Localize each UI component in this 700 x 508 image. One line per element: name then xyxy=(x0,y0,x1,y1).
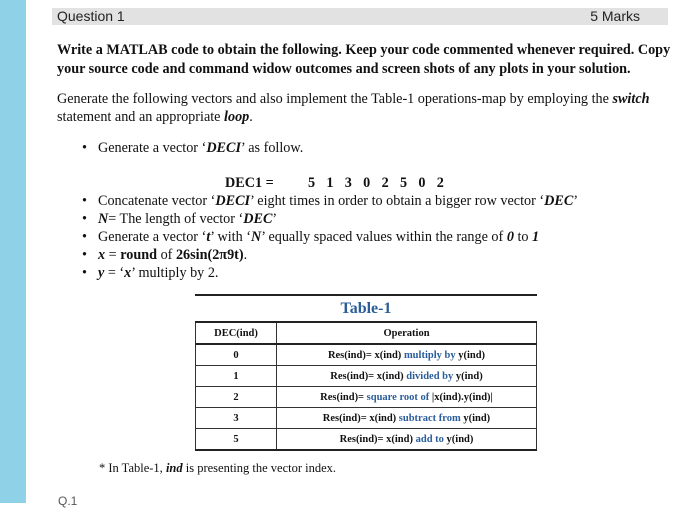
op-keyword: divided by xyxy=(406,370,454,382)
b6-post: ’ multiply by 2. xyxy=(131,265,219,281)
b6-var: y xyxy=(98,265,105,281)
table-row xyxy=(196,366,537,387)
header-operation: Operation xyxy=(277,322,537,344)
b3-var1: N xyxy=(98,211,109,227)
row-operation xyxy=(277,429,537,451)
b4-pre: Generate a vector ‘ xyxy=(98,229,207,245)
b6-x: x xyxy=(124,265,132,281)
note-pre: * In Table-1, xyxy=(99,461,166,475)
dec1-label: DEC1 = xyxy=(225,175,274,191)
operations-table xyxy=(195,321,537,451)
b5-of: of xyxy=(157,247,176,263)
op-pre: Res(ind)= x(ind) xyxy=(327,349,404,361)
b2-mid: ’ eight times in order to obtain a bigger row vector ‘ xyxy=(250,193,545,209)
row-index: 5 xyxy=(196,429,277,451)
op-pre: Res(ind)= x(ind) xyxy=(339,433,416,445)
dec1-value: 5 xyxy=(308,175,316,191)
table-row xyxy=(196,408,537,429)
row-operation xyxy=(277,366,537,387)
intro-instructions: Write a MATLAB code to obtain the following. Keep your code commented whenever required. Copy your source code and command widow outcomes and screen shots of any plots in your solution. xyxy=(57,42,671,77)
b4-var2: N xyxy=(250,229,262,245)
b5-mid: = xyxy=(105,247,121,263)
dec1-value: 1 xyxy=(326,175,334,191)
row-index: 0 xyxy=(196,344,277,366)
table-row xyxy=(196,429,537,451)
dec1-value: 2 xyxy=(436,175,444,191)
next-question-label: Q.1 xyxy=(58,494,78,508)
b4-to: to xyxy=(513,229,533,245)
op-post: y(ind) xyxy=(453,370,483,382)
loop-keyword: loop xyxy=(224,109,250,125)
bullet-dot-icon: • xyxy=(82,247,87,263)
op-pre: Res(ind)= xyxy=(320,391,367,403)
b4-v1: 1 xyxy=(532,229,540,245)
op-pre: Res(ind)= x(ind) xyxy=(322,412,399,424)
note-ind: ind xyxy=(165,461,183,475)
op-post: y(ind) xyxy=(443,433,474,445)
b1-pre: Generate a vector ‘ xyxy=(98,140,207,156)
table-row xyxy=(196,387,537,408)
note-post: is presenting the vector index. xyxy=(182,461,337,475)
b3-post: ’ xyxy=(272,211,278,227)
dec1-value: 2 xyxy=(381,175,389,191)
op-pre: Res(ind)= x(ind) xyxy=(330,370,407,382)
b5-var: x xyxy=(98,247,106,263)
bullet-dot-icon: • xyxy=(82,193,87,209)
b1-post: ’ as follow. xyxy=(241,140,304,156)
row-operation xyxy=(277,387,537,408)
row-index: 3 xyxy=(196,408,277,429)
op-keyword: multiply by xyxy=(403,349,456,361)
b4-v0: 0 xyxy=(506,229,514,245)
b5-post: . xyxy=(243,247,248,263)
b6-mid: = ‘ xyxy=(104,265,125,281)
bullet-dot-icon: • xyxy=(82,229,87,245)
b5-round: round xyxy=(120,247,158,263)
row-operation xyxy=(277,408,537,429)
dec1-vector-line xyxy=(225,175,444,192)
generate-paragraph xyxy=(57,90,672,126)
b3-mid: = The length of vector ‘ xyxy=(108,211,244,227)
b2-var1: DECI xyxy=(215,193,251,209)
table-top-rule xyxy=(195,294,537,296)
op-post: |x(ind).y(ind)| xyxy=(429,391,493,403)
generate-text-end: . xyxy=(249,109,253,125)
op-post: y(ind) xyxy=(455,349,486,361)
op-keyword: subtract from xyxy=(398,412,461,424)
op-keyword: add to xyxy=(415,433,444,445)
question-title: Question 1 xyxy=(57,8,125,24)
dec1-value: 5 xyxy=(399,175,408,191)
bullet-dot-icon: • xyxy=(82,211,87,227)
b2-var2: DEC xyxy=(544,193,574,209)
question-header-bar xyxy=(52,8,668,25)
row-index: 1 xyxy=(196,366,277,387)
b2-pre: Concatenate vector ‘ xyxy=(98,193,216,209)
b4-var1: t xyxy=(206,229,211,245)
b4-mid2: ’ equally spaced values within the range of xyxy=(261,229,507,245)
left-sidebar-strip xyxy=(0,0,26,503)
question-marks: 5 Marks xyxy=(590,8,640,24)
dec1-value: 0 xyxy=(363,175,371,191)
row-index: 2 xyxy=(196,387,277,408)
bullet-dot-icon: • xyxy=(82,265,87,281)
table-header-row xyxy=(196,322,537,344)
bullet-dot-icon: • xyxy=(82,140,87,156)
b3-var2: DEC xyxy=(243,211,273,227)
header-dec-ind: DEC(ind) xyxy=(196,322,277,344)
row-operation xyxy=(277,344,537,366)
switch-keyword: switch xyxy=(612,91,650,107)
dec1-value: 0 xyxy=(418,175,426,191)
b4-mid1: ’ with ‘ xyxy=(210,229,251,245)
table-row xyxy=(196,344,537,366)
op-post: y(ind) xyxy=(460,412,491,424)
dec1-values xyxy=(308,175,455,192)
generate-text-pre: Generate the following vectors and also implement the Table-1 operations-map by employing the xyxy=(57,91,613,107)
op-keyword: square root of xyxy=(366,391,430,403)
b1-var: DECI xyxy=(206,140,242,156)
table-footnote xyxy=(99,461,336,476)
b5-expr: 26sin(2π9t) xyxy=(175,247,244,263)
b2-post: ’ xyxy=(573,193,579,209)
generate-text-mid: statement and an appropriate xyxy=(57,109,225,125)
table-caption: Table-1 xyxy=(340,300,392,317)
dec1-value: 3 xyxy=(344,175,352,191)
